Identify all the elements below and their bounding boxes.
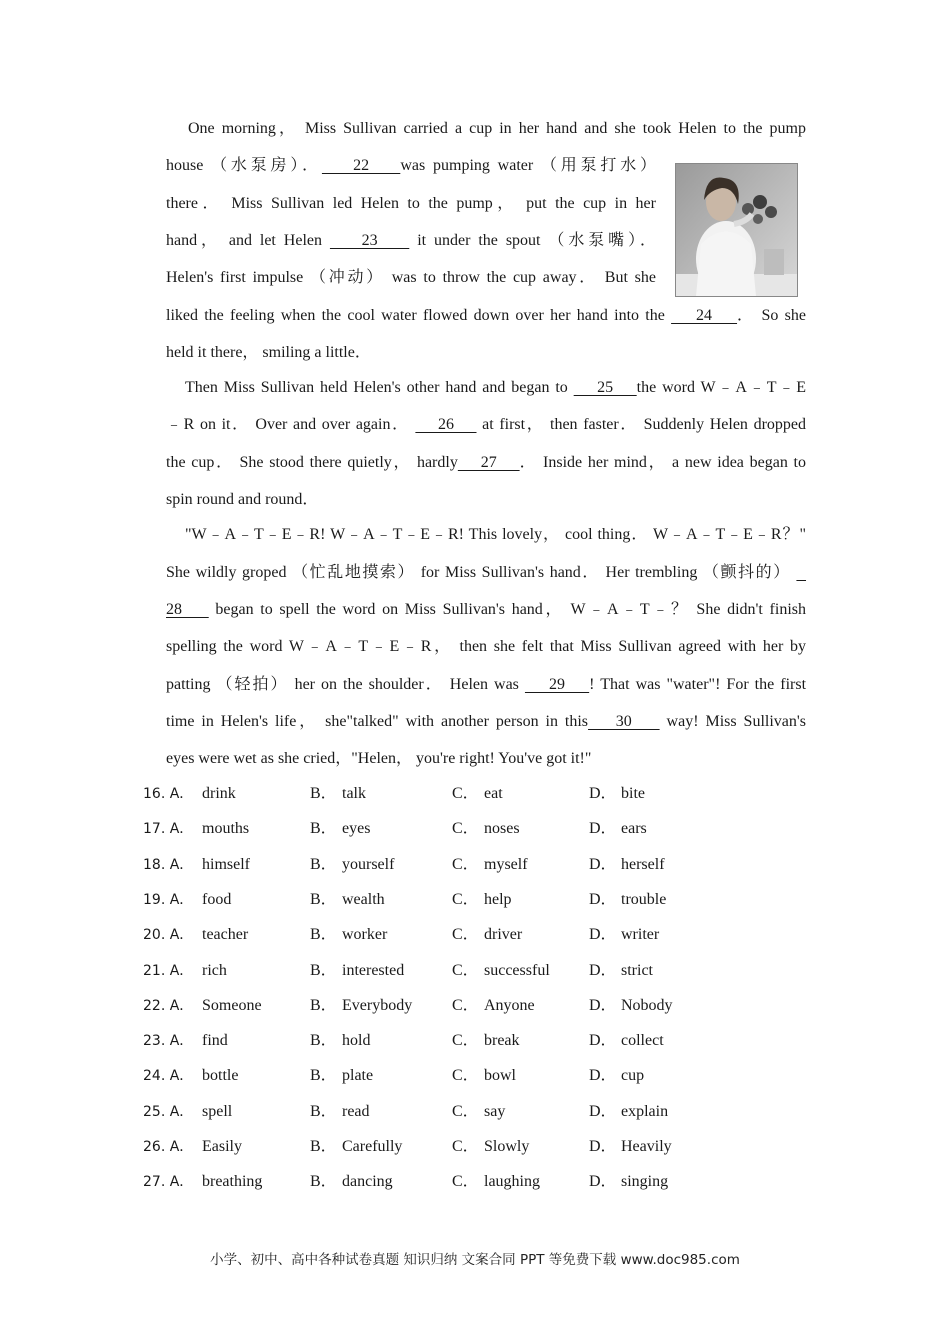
option-c-label: C． <box>452 1032 479 1050</box>
passage-line <box>166 415 806 435</box>
question-number: 21. A． <box>143 962 194 979</box>
option-b: Everybody <box>342 996 413 1014</box>
option-b-label: B． <box>310 855 337 873</box>
blank-27: 27 <box>457 454 520 471</box>
question-number: 22. A． <box>143 997 194 1014</box>
option-b-label: B． <box>310 1032 337 1050</box>
passage-line <box>188 119 806 139</box>
option-b-label: B． <box>310 926 337 944</box>
passage-text: liked the feeling when the cool water flowed down over her hand into the <box>166 307 665 324</box>
option-d: explain <box>621 1102 669 1120</box>
option-a: Someone <box>202 996 262 1014</box>
option-c: eat <box>484 785 503 802</box>
blank-29: 29 <box>524 676 590 693</box>
passage-line <box>166 563 806 583</box>
option-a: rich <box>202 961 227 979</box>
passage-line <box>166 343 806 363</box>
option-b: talk <box>342 785 366 802</box>
option-c-label: C． <box>452 961 479 979</box>
option-a: find <box>202 1032 228 1050</box>
passage-line <box>166 637 806 657</box>
option-b-label: B． <box>310 820 337 838</box>
option-d-label: D． <box>589 785 617 802</box>
option-b-label: B． <box>310 1173 337 1191</box>
passage-text: ! That was "water"! For the first <box>589 676 807 693</box>
passage-text: patting （轻拍） her on the shoulder． Helen was <box>166 676 519 693</box>
option-b-label: B． <box>310 961 337 979</box>
option-d: ears <box>621 820 647 838</box>
option-a: spell <box>202 1102 233 1120</box>
option-c-label: C． <box>452 855 479 873</box>
passage-line <box>166 156 656 176</box>
option-c: myself <box>484 855 528 873</box>
option-a: bottle <box>202 1067 239 1085</box>
passage-text: began to spell the word on Miss Sullivan's hand， W﹣A﹣T﹣？ She didn't finish <box>215 601 806 618</box>
blank-30: 30 <box>588 713 660 730</box>
option-b: interested <box>342 961 405 979</box>
option-b: plate <box>342 1067 374 1085</box>
passage-line <box>166 453 806 473</box>
option-b-label: B． <box>310 785 337 802</box>
option-d-label: D． <box>589 855 617 873</box>
blank-26: 26 <box>415 416 477 433</box>
option-b: wealth <box>342 890 385 908</box>
option-a: food <box>202 890 232 908</box>
blank-23: 23 <box>329 232 410 249</box>
passage-text: the cup． She stood there quietly， hardly <box>166 454 458 471</box>
passage-text: was pumping water （用泵打水） <box>400 157 656 174</box>
question-number: 26. A． <box>143 1139 194 1155</box>
option-d: collect <box>621 1032 664 1050</box>
option-d: Heavily <box>621 1138 672 1155</box>
option-a: mouths <box>202 820 250 838</box>
option-d: singing <box>621 1173 669 1191</box>
option-c-label: C． <box>452 1102 479 1120</box>
option-a: teacher <box>202 926 249 944</box>
passage-text: the word W﹣A﹣T﹣E <box>636 379 807 396</box>
passage-text: eyes were wet as she cried，"Helen， you're right! You've got it!" <box>166 750 592 767</box>
passage-text: Then Miss Sullivan held Helen's other hand and began to <box>185 379 568 396</box>
option-d: trouble <box>621 890 667 908</box>
passage-line <box>166 194 656 214</box>
option-d-label: D． <box>589 890 617 908</box>
photo-image <box>676 164 797 296</box>
option-d-label: D． <box>589 926 617 944</box>
passage-line <box>185 378 806 398</box>
option-c-label: C． <box>452 1173 479 1191</box>
option-c: break <box>484 1032 520 1050</box>
option-a: breathing <box>202 1173 263 1191</box>
passage-text: held it there， smiling a little． <box>166 344 371 361</box>
page-footer: 小学、初中、高中各种试卷真题 知识归纳 文案合同 PPT 等免费下载 www.doc985.com <box>210 1252 740 1268</box>
passage-text: it under the spout （水泵嘴）． <box>417 232 657 249</box>
option-d-label: D． <box>589 820 617 838</box>
option-c: Slowly <box>484 1138 530 1155</box>
option-c: Anyone <box>484 996 535 1014</box>
passage-line <box>166 600 806 620</box>
question-number: 19. A． <box>143 891 194 908</box>
option-b-label: B． <box>310 1138 337 1155</box>
option-c: laughing <box>484 1173 540 1191</box>
passage-text: at first， then faster． Suddenly Helen dropped <box>482 416 806 433</box>
passage-text: ﹣R on it． Over and over again． <box>166 416 410 433</box>
option-d: writer <box>621 926 660 944</box>
passage-line <box>166 306 806 326</box>
passage-text: there． Miss Sullivan led Helen to the pump， put the cup in her <box>166 195 656 212</box>
option-b: yourself <box>342 855 395 873</box>
option-c: driver <box>484 926 523 944</box>
passage-line <box>185 525 806 545</box>
passage-line <box>166 490 806 510</box>
option-c-label: C． <box>452 785 479 802</box>
blank-24: 24 <box>671 307 738 324</box>
question-number: 17. A． <box>143 821 194 838</box>
option-c-label: C． <box>452 1138 479 1155</box>
option-b-label: B． <box>310 1067 337 1085</box>
option-c: say <box>484 1102 506 1120</box>
option-a: Easily <box>202 1138 242 1155</box>
blank-28: 28 <box>166 601 209 618</box>
passage-text: hand， and let Helen <box>166 232 322 249</box>
passage-text: way! Miss Sullivan's <box>666 713 806 730</box>
passage-text: One morning， Miss Sullivan carried a cup in her hand and she took Helen to the pump <box>188 120 806 137</box>
passage-text: spin round and round． <box>166 491 319 508</box>
question-number: 25. A． <box>143 1103 194 1120</box>
option-c: successful <box>484 961 550 979</box>
option-c-label: C． <box>452 890 479 908</box>
option-c-label: C． <box>452 820 479 838</box>
option-b: eyes <box>342 820 371 838</box>
passage-text: "W﹣A﹣T﹣E﹣R! W﹣A﹣T﹣E﹣R! This lovely， cool thing． W﹣A﹣T﹣E﹣R？" <box>185 526 806 543</box>
option-d: cup <box>621 1067 645 1085</box>
passage-text: spelling the word W﹣A﹣T﹣E﹣R， then she felt that Miss Sullivan agreed with her by <box>166 638 806 655</box>
option-d-label: D． <box>589 1067 617 1085</box>
option-d-label: D． <box>589 961 617 979</box>
passage-line <box>166 712 806 732</box>
passage-text: Helen's first impulse （冲动） was to throw the cup away． But she <box>166 269 656 286</box>
option-d-label: D． <box>589 996 617 1014</box>
option-b: Carefully <box>342 1138 403 1155</box>
question-number: 24. A． <box>143 1068 194 1085</box>
passage-text: ． So she <box>737 307 807 324</box>
question-number: 20. A． <box>143 927 194 944</box>
option-b-label: B． <box>310 890 337 908</box>
question-number: 16. A． <box>143 786 194 802</box>
blank-25: 25 <box>573 379 637 396</box>
passage-text: house （水泵房）． <box>166 157 322 174</box>
option-c-label: C． <box>452 996 479 1014</box>
question-number: 18. A． <box>143 856 194 873</box>
option-d: Nobody <box>621 996 673 1014</box>
passage-text: ． Inside her mind， a new idea began to <box>519 454 806 471</box>
option-c-label: C． <box>452 1067 479 1085</box>
passage-text: She wildly groped （忙乱地摸索） for Miss Sullivan's hand． Her trembling （颤抖的） <box>166 564 791 581</box>
option-b-label: B． <box>310 1102 337 1120</box>
question-number: 27. A． <box>143 1174 194 1191</box>
passage-line <box>166 675 806 695</box>
option-b: dancing <box>342 1173 393 1191</box>
passage-line <box>166 231 656 251</box>
passage-text: time in Helen's life， she"talked" with another person in this <box>166 713 589 730</box>
option-d: herself <box>621 855 665 873</box>
option-d-label: D． <box>589 1173 617 1191</box>
option-c: help <box>484 890 512 908</box>
option-d-label: D． <box>589 1138 617 1155</box>
option-b: read <box>342 1102 370 1120</box>
option-a: himself <box>202 855 250 873</box>
option-d: strict <box>621 961 653 979</box>
option-b: worker <box>342 926 388 944</box>
option-c-label: C． <box>452 926 479 944</box>
blank-28-start <box>796 564 806 581</box>
option-b: hold <box>342 1032 371 1050</box>
option-c: bowl <box>484 1067 516 1085</box>
option-b-label: B． <box>310 996 337 1014</box>
question-number: 23. A． <box>143 1033 194 1050</box>
option-c: noses <box>484 820 520 838</box>
helen-keller-photo <box>675 163 798 297</box>
option-d-label: D． <box>589 1032 617 1050</box>
option-a: drink <box>202 785 236 802</box>
option-d: bite <box>621 785 645 802</box>
passage-line <box>166 268 656 288</box>
option-d-label: D． <box>589 1102 617 1120</box>
passage-line <box>166 749 806 769</box>
blank-22: 22 <box>321 157 401 174</box>
